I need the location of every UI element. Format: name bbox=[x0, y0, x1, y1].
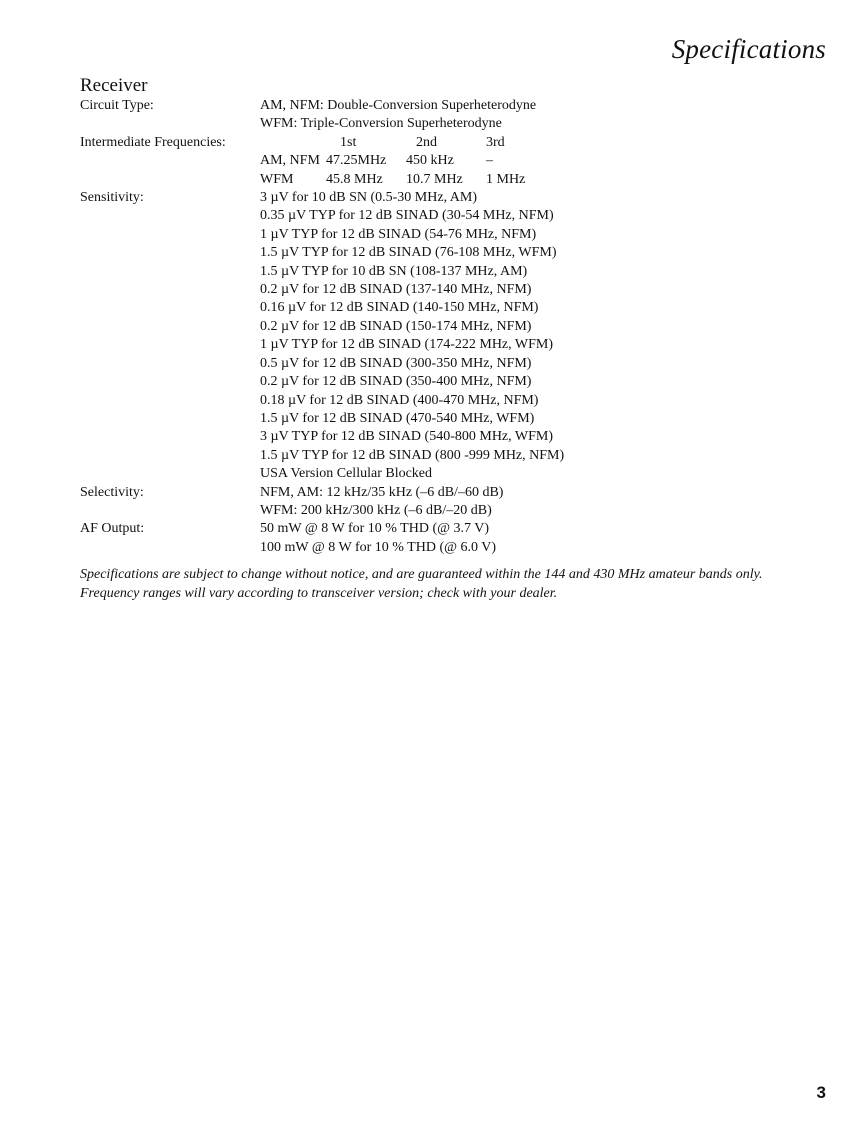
spec-label-circuit-type: Circuit Type: bbox=[80, 98, 154, 113]
if-row bbox=[260, 152, 800, 170]
if-header-row bbox=[260, 134, 800, 152]
spec-line: 3 µV TYP for 12 dB SINAD (540-800 MHz, WFM) bbox=[260, 429, 553, 445]
if-cell: WFM bbox=[260, 171, 294, 187]
spec-row-af-output bbox=[80, 520, 800, 557]
if-cell: 10.7 MHz bbox=[406, 171, 463, 187]
spec-line: WFM: 200 kHz/300 kHz (–6 dB/–20 dB) bbox=[260, 502, 492, 518]
if-cell: 1 MHz bbox=[486, 171, 526, 187]
spec-line: 1.5 µV TYP for 12 dB SINAD (76-108 MHz, WFM) bbox=[260, 245, 557, 261]
if-row bbox=[260, 171, 800, 189]
spec-values-sensitivity bbox=[260, 189, 800, 484]
if-table bbox=[260, 134, 800, 189]
if-cell: – bbox=[486, 153, 493, 169]
note-line-disclaimer: Specifications are subject to change without notice, and are guaranteed within the 144 and 430 MHz amateur bands only. bbox=[80, 567, 763, 582]
spec-line: 0.18 µV for 12 dB SINAD (400-470 MHz, NFM) bbox=[260, 392, 539, 408]
if-cell: 45.8 MHz bbox=[326, 171, 383, 187]
spec-line: 0.2 µV for 12 dB SINAD (137-140 MHz, NFM) bbox=[260, 282, 532, 298]
spec-row-intermediate-frequencies bbox=[80, 134, 800, 189]
spec-line: 1 µV TYP for 12 dB SINAD (54-76 MHz, NFM) bbox=[260, 226, 537, 242]
spec-line: WFM: Triple-Conversion Superheterodyne bbox=[260, 116, 502, 132]
if-cell: 47.25MHz bbox=[326, 153, 387, 169]
if-cell: 450 kHz bbox=[406, 153, 454, 169]
spec-values-af-output bbox=[260, 520, 800, 557]
spec-values-circuit-type bbox=[260, 97, 800, 134]
spec-label-intermediate-frequencies: Intermediate Frequencies: bbox=[80, 134, 226, 150]
spec-line: NFM, AM: 12 kHz/35 kHz (–6 dB/–60 dB) bbox=[260, 484, 504, 500]
spec-label-selectivity: Selectivity: bbox=[80, 484, 144, 500]
spec-values-selectivity bbox=[260, 484, 800, 521]
page-number: 3 bbox=[816, 1083, 826, 1102]
spec-label-sensitivity: Sensitivity: bbox=[80, 190, 144, 206]
spec-line: 1.5 µV TYP for 10 dB SN (108-137 MHz, AM) bbox=[260, 263, 528, 279]
spec-line: 0.2 µV for 12 dB SINAD (350-400 MHz, NFM) bbox=[260, 374, 532, 390]
if-cell: AM, NFM bbox=[260, 153, 320, 169]
spec-line: 100 mW @ 8 W for 10 % THD (@ 6.0 V) bbox=[260, 539, 497, 555]
spec-line: 1.5 µV for 12 dB SINAD (470-540 MHz, WFM) bbox=[260, 410, 535, 426]
spec-line: 0.16 µV for 12 dB SINAD (140-150 MHz, NFM) bbox=[260, 300, 539, 316]
spec-line: 1 µV TYP for 12 dB SINAD (174-222 MHz, WFM) bbox=[260, 337, 553, 353]
spec-line: AM, NFM: Double-Conversion Superheterodyne bbox=[260, 98, 537, 113]
if-header-cell bbox=[260, 134, 326, 152]
page-header-title: Specifications bbox=[671, 34, 826, 64]
spec-row-sensitivity bbox=[80, 189, 800, 484]
spec-line: 50 mW @ 8 W for 10 % THD (@ 3.7 V) bbox=[260, 521, 490, 537]
note-line-frequency-ranges: Frequency ranges will vary according to transceiver version; check with your dealer. bbox=[80, 586, 558, 601]
if-header-cell: 1st bbox=[340, 134, 357, 150]
spec-line: 3 µV for 10 dB SN (0.5-30 MHz, AM) bbox=[260, 190, 478, 206]
spec-line: 1.5 µV TYP for 12 dB SINAD (800 -999 MHz, NFM) bbox=[260, 447, 565, 463]
spec-line: USA Version Cellular Blocked bbox=[260, 466, 433, 482]
specifications-notes bbox=[80, 565, 850, 603]
section-title-receiver: Receiver bbox=[80, 75, 148, 96]
spec-label-af-output: AF Output: bbox=[80, 521, 145, 537]
if-header-cell: 3rd bbox=[486, 134, 505, 150]
spec-line: 0.2 µV for 12 dB SINAD (150-174 MHz, NFM) bbox=[260, 318, 532, 334]
spec-line: 0.5 µV for 12 dB SINAD (300-350 MHz, NFM) bbox=[260, 355, 532, 371]
spec-row-selectivity bbox=[80, 484, 800, 521]
spec-table bbox=[80, 97, 800, 557]
spec-row-circuit-type bbox=[80, 97, 800, 134]
if-header-cell: 2nd bbox=[416, 134, 437, 150]
spec-line: 0.35 µV TYP for 12 dB SINAD (30-54 MHz, NFM) bbox=[260, 208, 554, 224]
